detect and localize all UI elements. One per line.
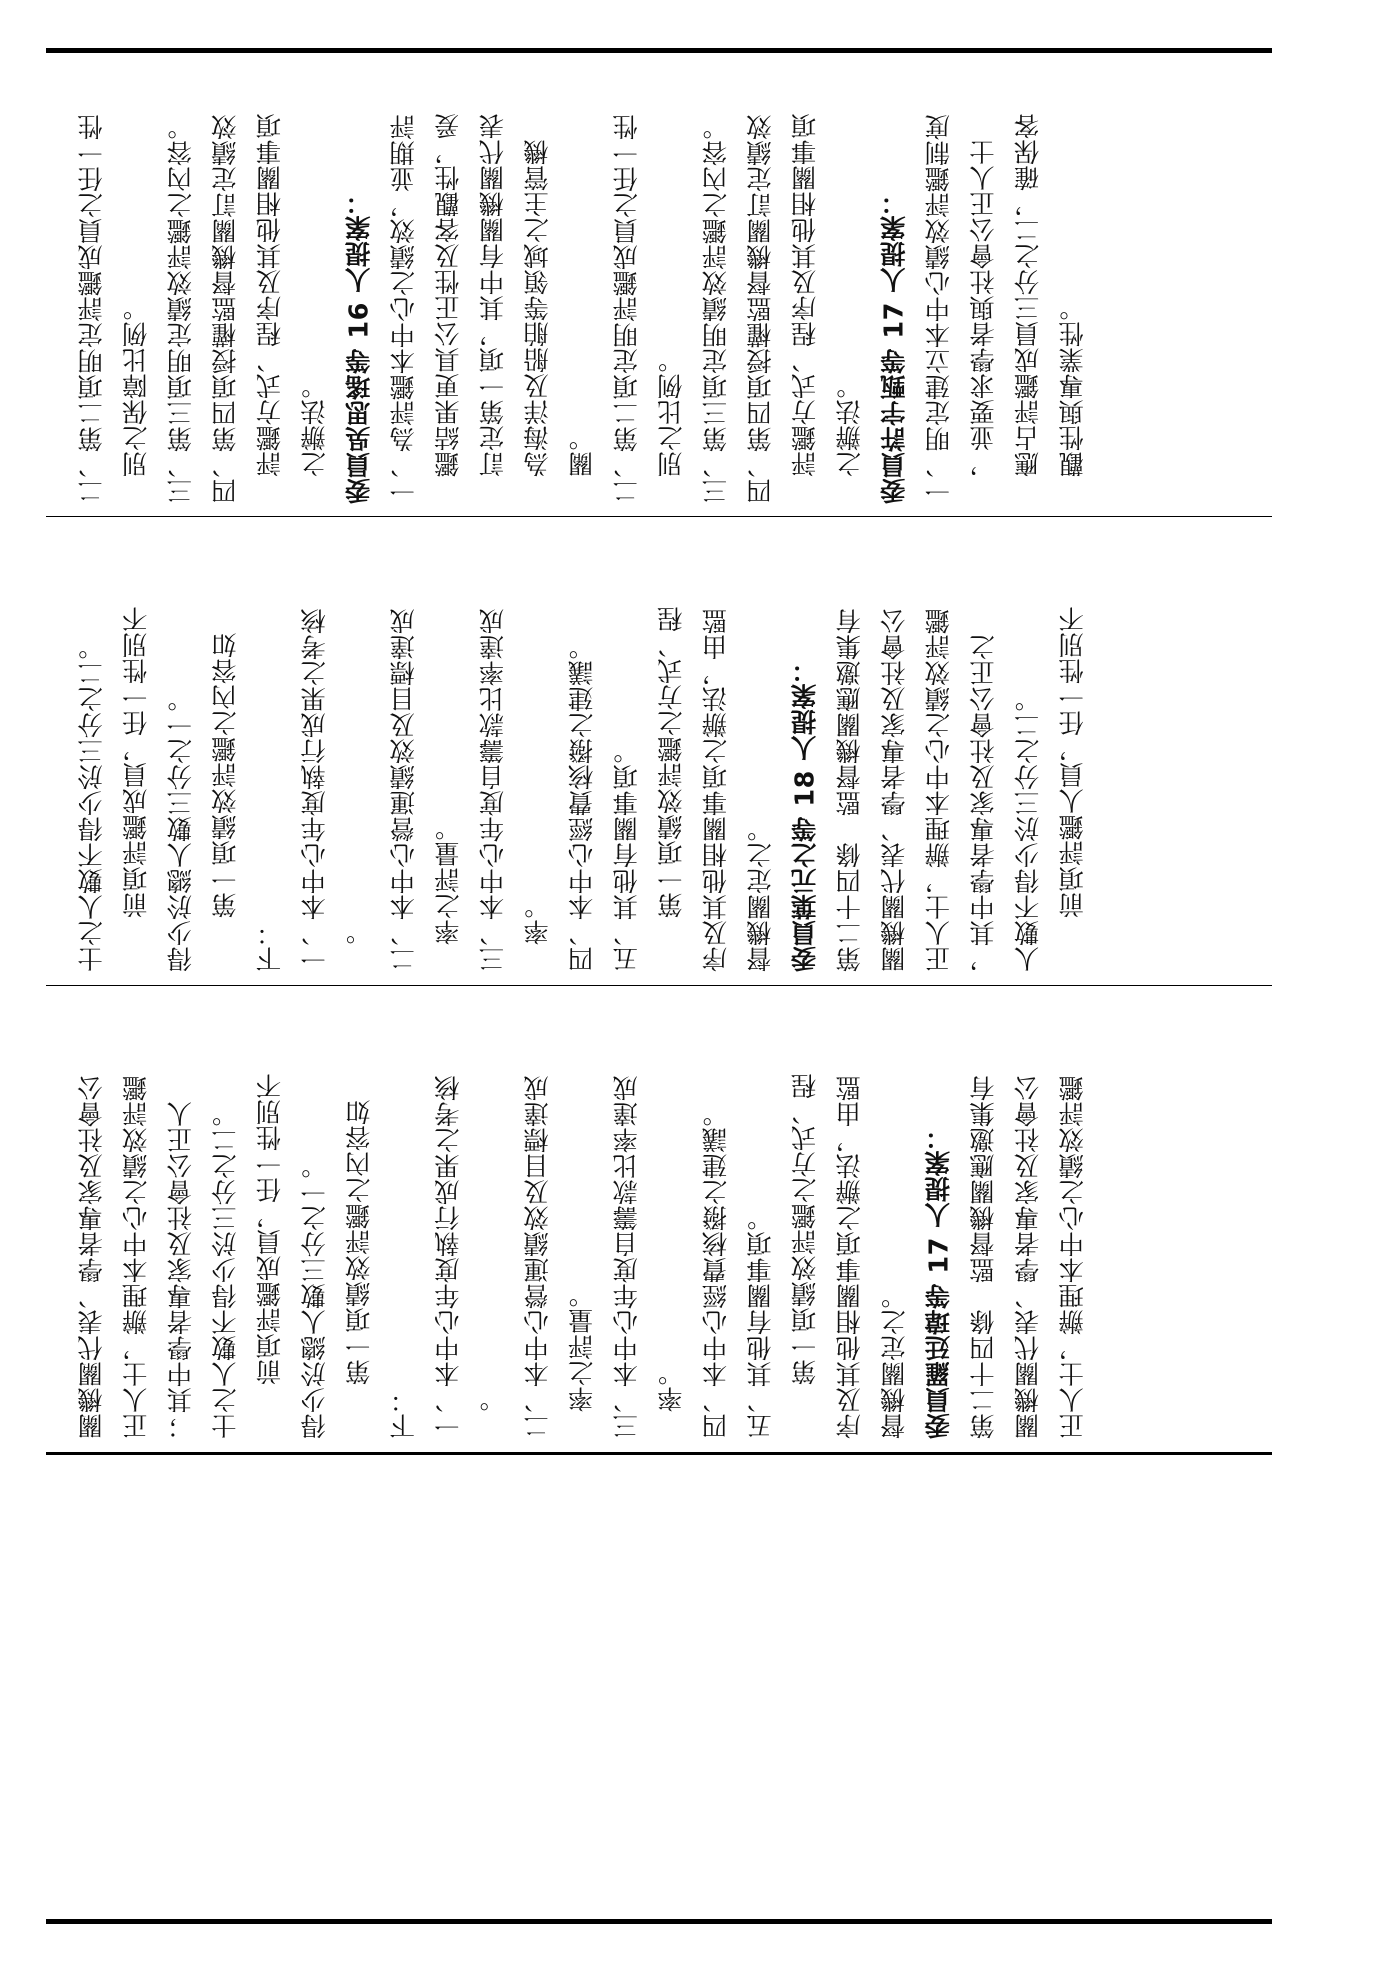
text-line: 三、本中心年度自籌款比率達成 [478, 608, 509, 972]
text-line: 二、第二項明定評鑑成員之任一性 [77, 114, 107, 504]
text-line: 一、明定建立本中心績效評鑑制度 [924, 114, 955, 504]
text-line: 士之人數不得少於三分之二。 [77, 634, 107, 972]
text-line: 前項評鑑成員，任一性別不 [121, 606, 152, 919]
text-line: 三、本中心年度自籌款比率達成 [612, 1075, 643, 1439]
text-line: 率之評量。 [567, 1282, 598, 1413]
text-line: 二、本中心營運績效及目標達成 [522, 1075, 553, 1439]
text-line: 之辦法。 [835, 373, 866, 478]
proposal-heading: 委員羅廷瑋等 17 人提案： [924, 1123, 955, 1439]
text-line: 應占評鑑成員三分之二，確保客 [1013, 113, 1044, 478]
text-line: 三、第三項定明績效評鑑之內容。 [701, 114, 732, 504]
top-rule [46, 48, 1272, 53]
text-line: 四、本中心經費核撥之建議。 [567, 634, 598, 972]
text-line: 前項評鑑成員，任一性別不 [255, 1073, 286, 1386]
text-line: 率。 [656, 1360, 687, 1413]
text-line: ，並要求學者與社會公正人士 [968, 139, 999, 478]
text-line: 督機關定之。 [745, 816, 776, 972]
proposal-heading: 委員吳思瑤等 16 人提案： [344, 188, 375, 504]
text-line: 率。 [522, 893, 553, 946]
proposal-heading: 委員葉元之等 18 人提案： [790, 656, 821, 972]
text-line: 序及其他相關事項之辦法，由監 [701, 608, 732, 972]
text-line: 別之比例。 [656, 347, 687, 478]
text-line: 五、其他有關事項。 [612, 738, 643, 972]
text-line: 關機關代表、學者專家及社會公 [1013, 1075, 1044, 1439]
text-line: 得少於總人數三分之一。 [299, 1153, 330, 1439]
text-line: 第一項績效評鑑之內容如 [210, 632, 241, 919]
text-line: 關。 [567, 425, 598, 478]
text-line: 序及其他相關事項之辦法，由監 [835, 1075, 866, 1439]
text-line: 評鑑方式、程序及其他相關事項 [255, 113, 286, 478]
text-line: 關機關代表、學者專家及社會公 [77, 1075, 107, 1439]
text-line: 鑑結果更具公正性及客觀性，爰 [433, 113, 464, 478]
text-line: 四、第四項授權監督機關訂定績效 [745, 114, 776, 504]
text-line: 得少於總人數三分之一。 [166, 686, 197, 972]
text-line: 關機關代表、學者專家及社會公 [879, 608, 910, 972]
text-line: 四、第四項授權監督機關訂定績效 [210, 114, 241, 504]
text-line: ；其中學者專家及社會公正人 [166, 1101, 197, 1439]
text-line: 五、其他有關事項。 [745, 1205, 776, 1439]
text-line: 一、本中心年度執行成果之考核 [433, 1075, 464, 1439]
text-line: 第二十四條 監督機關應邀集有 [968, 1075, 999, 1439]
proposal-heading: 委員許宇甄等 17 人提案： [879, 188, 910, 504]
text-line: 正人士，辦理本中心之績效評鑑 [121, 1075, 152, 1439]
text-line: 人數不得少於三分之二。 [1013, 686, 1044, 972]
text-line: 正人士，辦理本中心之績效評鑑 [1058, 1075, 1089, 1439]
text-line: 一、本中心年度執行成果之考核 [299, 608, 330, 972]
text-line: 觀性與專業性。 [1058, 295, 1089, 478]
text-line: 為海洋及船舶等領域之主管機 [522, 139, 553, 478]
text-line: 第一項績效評鑑之方式、程 [656, 606, 687, 919]
text-line: 四、本中心經費核撥之建議。 [701, 1101, 732, 1439]
text-line: 前項評鑑人員，任一性別不 [1058, 606, 1089, 919]
text-line: 下： [255, 920, 286, 972]
section-divider [46, 516, 1272, 517]
text-line: 別之保障比例。 [121, 295, 152, 478]
text-line: 三、第三項明定績效評鑑之內容。 [166, 114, 197, 504]
text-line: 一、為評鑑本中心之績效，並期評 [389, 114, 420, 504]
text-line: ，其中學者專家及社會公正之 [968, 634, 999, 972]
text-line: 下： [389, 1387, 420, 1439]
text-section-1 [46, 56, 1272, 514]
text-section-3 [46, 989, 1272, 1449]
text-line: 評鑑方式、程序及其他相關事項 [790, 113, 821, 478]
text-line: 第一項績效評鑑之內容如 [344, 1099, 375, 1386]
section-divider [46, 985, 1272, 986]
text-line: 之辦法。 [299, 373, 330, 478]
text-line: 士之人數不得少於三分之二。 [210, 1101, 241, 1439]
text-line: 二、本中心營運績效及目標達成 [389, 608, 420, 972]
text-line: 率之評量。 [433, 815, 464, 946]
text-line: 。 [478, 1386, 509, 1413]
text-line: 督機關定之。 [879, 1283, 910, 1439]
content-bottom-rule [46, 1452, 1272, 1455]
text-line: 第一項績效評鑑之方式、程 [790, 1073, 821, 1386]
text-line: 第二十四條 監督機關應邀集有 [835, 608, 866, 972]
text-line: 正人士，辦理本中心之績效評鑑 [924, 608, 955, 972]
text-section-2 [46, 520, 1272, 982]
text-line: 二、第二項定明評鑑成員之任一性 [612, 114, 643, 504]
page-bottom-rule [46, 1919, 1272, 1924]
text-line: 。 [344, 919, 375, 946]
text-line: 訂定第一項，其中有關機關代表 [478, 113, 509, 478]
